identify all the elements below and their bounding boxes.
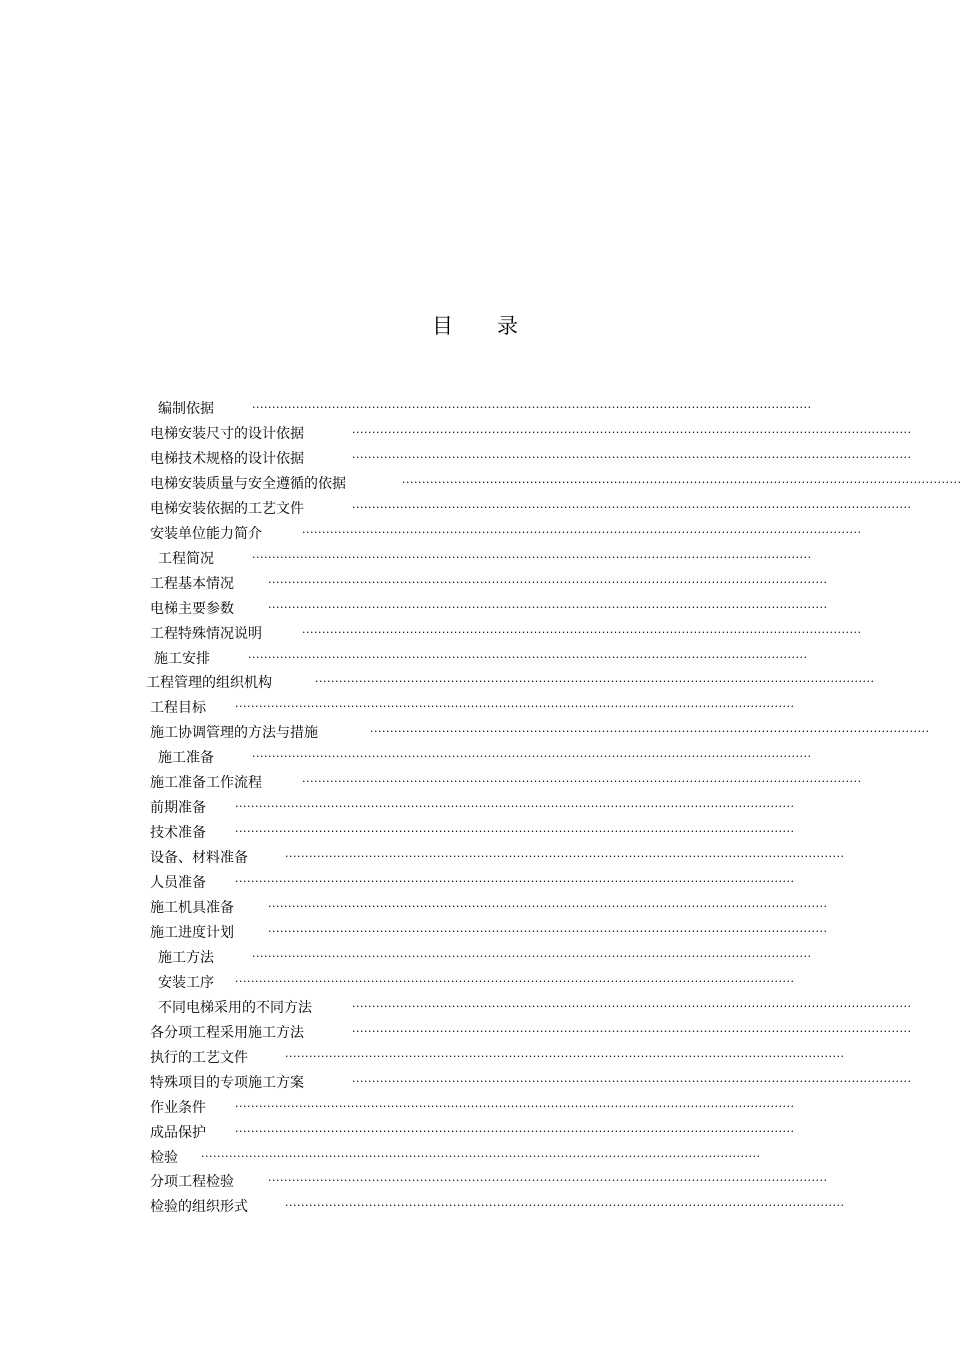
- toc-leader-dots: ............................................................................................................................................: [352, 497, 912, 511]
- toc-entry[interactable]: [0, 997, 950, 1019]
- toc-entry-label: 电梯安装尺寸的设计依据: [150, 425, 304, 442]
- toc-entry-label: 工程管理的组织机构: [146, 675, 272, 692]
- toc-leader-dots: ............................................................................................................................................: [352, 1071, 912, 1085]
- toc-leader-dots: ............................................................................................................................................: [252, 946, 812, 960]
- toc-entry[interactable]: [0, 1097, 950, 1119]
- toc-leader-dots: ............................................................................................................................................: [252, 747, 812, 761]
- toc-entry[interactable]: [0, 1196, 950, 1218]
- toc-entry-label: 电梯主要参数: [150, 600, 234, 617]
- toc-entry-label: 施工协调管理的方法与措施: [150, 725, 318, 742]
- toc-entry[interactable]: [0, 822, 950, 844]
- toc-leader-dots: ............................................................................................................................................: [268, 1171, 828, 1185]
- toc-leader-dots: ............................................................................................................................................: [235, 797, 795, 811]
- toc-entry[interactable]: [0, 697, 950, 719]
- toc-leader-dots: ............................................................................................................................................: [235, 822, 795, 836]
- toc-entry-label: 安装工序: [158, 974, 214, 991]
- toc-leader-dots: ............................................................................................................................................: [302, 522, 862, 536]
- toc-entry-label: 施工进度计划: [150, 924, 234, 941]
- toc-entry[interactable]: [0, 548, 950, 570]
- toc-entry-label: 成品保护: [150, 1124, 206, 1141]
- toc-entry-label: 电梯安装依据的工艺文件: [150, 500, 304, 517]
- title-char-left: 目: [432, 314, 453, 338]
- toc-entry-label: 工程特殊情况说明: [150, 625, 262, 642]
- toc-leader-dots: ............................................................................................................................................: [252, 547, 812, 561]
- toc-leader-dots: ............................................................................................................................................: [302, 622, 862, 636]
- toc-entry[interactable]: [0, 623, 950, 645]
- toc-leader-dots: ............................................................................................................................................: [235, 971, 795, 985]
- toc-entry[interactable]: [0, 847, 950, 869]
- toc-entry-label: 分项工程检验: [150, 1174, 234, 1191]
- toc-leader-dots: ............................................................................................................................................: [285, 1046, 845, 1060]
- toc-entry[interactable]: [0, 797, 950, 819]
- toc-entry[interactable]: [0, 897, 950, 919]
- toc-entry-label: 施工机具准备: [150, 900, 234, 916]
- toc-leader-dots: ............................................................................................................................................: [352, 447, 912, 461]
- toc-leader-dots: ............................................................................................................................................: [302, 772, 862, 786]
- toc-entry-label: 前期准备: [150, 800, 206, 817]
- toc-entry-label: 执行的工艺文件: [150, 1049, 248, 1066]
- toc-entry-label: 检验的组织形式: [150, 1199, 248, 1216]
- toc-entry[interactable]: [0, 872, 950, 894]
- toc-entry-label: 检验: [150, 1149, 178, 1166]
- toc-entry[interactable]: [0, 472, 962, 495]
- toc-entry-label: 工程基本情况: [150, 575, 234, 592]
- toc-leader-dots: ............................................................................................................................................: [285, 1196, 845, 1210]
- toc-leader-dots: ............................................................................................................................................: [235, 1121, 795, 1135]
- toc-entry[interactable]: [0, 1147, 950, 1169]
- toc-leader-dots: ............................................................................................................................................: [370, 722, 930, 736]
- toc-entry-label: 作业条件: [150, 1099, 206, 1116]
- page-title: [0, 312, 950, 340]
- toc-leader-dots: ............................................................................................................................................: [268, 572, 828, 586]
- toc-leader-dots: ............................................................................................................................................: [252, 398, 812, 411]
- toc-leader-dots: ............................................................................................................................................: [235, 697, 795, 711]
- toc-leader-dots: ............................................................................................................................................: [315, 672, 875, 686]
- toc-leader-dots: ............................................................................................................................................: [268, 897, 828, 910]
- toc-entry-label: 安装单位能力简介: [150, 525, 262, 542]
- toc-entry[interactable]: [0, 922, 950, 944]
- toc-entry-label: 电梯安装质量与安全遵循的依据: [150, 475, 346, 492]
- toc-leader-dots: ............................................................................................................................................: [268, 597, 828, 611]
- toc-leader-dots: ............................................................................................................................................: [201, 1146, 761, 1160]
- toc-entry[interactable]: [0, 1171, 950, 1193]
- toc-entry[interactable]: [0, 747, 950, 769]
- toc-entry-label: 不同电梯采用的不同方法: [158, 999, 312, 1016]
- toc-entry[interactable]: [0, 573, 950, 595]
- toc-entry-label: 电梯技术规格的设计依据: [150, 450, 304, 467]
- toc-entry[interactable]: [0, 1047, 950, 1069]
- toc-leader-dots: ............................................................................................................................................: [402, 472, 962, 486]
- toc-entry-label: 工程简况: [158, 550, 214, 567]
- toc-entry-label: 施工安排: [154, 650, 210, 667]
- toc-entry-label: 施工方法: [158, 949, 214, 966]
- toc-entry-label: 各分项工程采用施工方法: [150, 1024, 304, 1041]
- toc-entry[interactable]: [0, 498, 950, 520]
- toc-leader-dots: ............................................................................................................................................: [352, 996, 912, 1010]
- toc-leader-dots: ............................................................................................................................................: [352, 1021, 912, 1035]
- toc-leader-dots: ............................................................................................................................................: [248, 647, 808, 661]
- toc-entry-label: 施工准备工作流程: [150, 775, 262, 792]
- toc-entry[interactable]: [0, 398, 950, 420]
- toc-entry[interactable]: [0, 648, 950, 670]
- toc-entry-label: 技术准备: [150, 825, 206, 842]
- toc-entry[interactable]: [0, 1122, 950, 1144]
- toc-entry[interactable]: [0, 972, 950, 994]
- toc-leader-dots: ............................................................................................................................................: [268, 921, 828, 935]
- toc-entry[interactable]: [0, 772, 950, 794]
- toc-entry[interactable]: [0, 722, 950, 744]
- toc-entry-label: 工程目标: [150, 700, 206, 717]
- toc-entry[interactable]: [0, 448, 950, 470]
- toc-entry[interactable]: [0, 523, 950, 545]
- toc-entry[interactable]: [0, 672, 950, 694]
- toc-leader-dots: ............................................................................................................................................: [235, 1096, 795, 1110]
- toc-entry-label: 编制依据: [158, 401, 214, 417]
- toc-entry[interactable]: [0, 598, 950, 620]
- toc-entry-label: 人员准备: [150, 875, 206, 892]
- toc-entry[interactable]: [0, 423, 950, 445]
- toc-leader-dots: ............................................................................................................................................: [285, 847, 845, 861]
- title-char-right: 录: [497, 314, 518, 338]
- toc-entry[interactable]: [0, 1022, 950, 1044]
- toc-entry[interactable]: [0, 1072, 950, 1094]
- toc-entry-label: 施工准备: [158, 750, 214, 767]
- toc-leader-dots: ............................................................................................................................................: [352, 422, 912, 436]
- toc-entry[interactable]: [0, 947, 950, 969]
- toc-leader-dots: ............................................................................................................................................: [235, 872, 795, 886]
- toc-entry-label: 设备、材料准备: [150, 850, 248, 867]
- toc-entry-label: 特殊项目的专项施工方案: [150, 1074, 304, 1091]
